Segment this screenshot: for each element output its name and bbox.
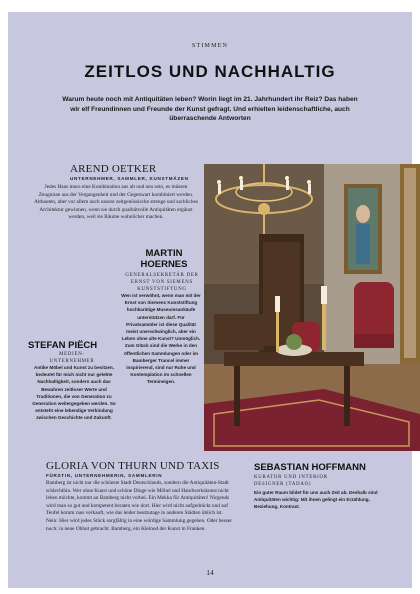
hoffmann-quote: Ein guter Raum bildet für uns auch Zeit ab. Deshalb sind Antiquitäten wichtig: Mit ihnen gelingt ein Erzählung, Beziehung, Kontrast.: [254, 490, 378, 510]
hoernes-quote: Wen ist verwöhnt, wenn man mit der Ernst von Siemens Kunststiftung hochkarätige Museumsankäufe unterstützen darf. Für Privatsammler ist diese Qualität meist unerschwinglich, aber ein Leben ohne alte Kunst? Unmöglich. Zum Glück sind die Werke in den öffentlichen Sammlungen oder im Bamberger Trancel immer inspirierend, sind nur Ruhe und Kontemplation im schnellen Termineigen.: [121, 293, 201, 385]
hoernes-name-line1: MARTIN: [145, 248, 183, 259]
magazine-page: [8, 12, 412, 588]
hoernes-role: GENERALSEKRETÄR DER ERNST VON SIEMENS KUNSTSTIFTUNG: [125, 273, 199, 292]
interior-illustration: [204, 164, 420, 451]
thurn-taxis-quote: Bamberg ist nicht nur die schönste Stadt Deutschlands, sondern die Antiquitäten-Stadt schlechthin. Wer ohne Kunst und schöne Dinge wie Möbel und Handwerkskunst nicht leben möchte, kommt an Bamberg nicht vorbei. Ein Mekka für Antiquitäten! Nirgends wird man so gut und kompetent beraten wie dort. Hier wird nicht aufgedrückt und auf Teufel komm raus verkauft, wie das leider heutzutage in anderen Städten üblich ist. Nein: Hier wird jedes Stück sorgfältig in eine würdige Sammlung gegeben. Oder besser noch: in neue Obhut gebracht. Bamberg, ein Kleinod der Kunst in Franken.: [46, 480, 232, 532]
page-title: ZEITLOS UND NACHHALTIG: [84, 62, 336, 81]
oetker-name: AREND OETKER: [70, 163, 157, 175]
hoffmann-name: SEBASTIAN HOFFMANN: [254, 462, 366, 473]
oetker-role: UNTERNEHMER, SAMMLER, KUNSTMÄZEN: [70, 176, 189, 181]
hoernes-name: [132, 248, 196, 270]
antique-interior-photo: [204, 164, 420, 451]
hoernes-name-line2: HOERNES: [140, 259, 188, 270]
piech-name: STEFAN PIËCH: [28, 340, 98, 351]
hoffmann-role: KURATOR UND INTERIOR DESIGNER (TADAO): [254, 475, 328, 487]
intro-text: Warum heute noch mit Antiquitäten leben? Worin liegt im 21. Jahrhundert ihr Reiz? Das haben wir elf Freundinnen und Freunde der Kunst gefragt. Und erhielten leidenschaftliche, auch überraschende Antworten: [62, 96, 358, 122]
piech-quote: Antike Möbel und Kunst zu besitzen, bedeutet für mich nicht nur gelebte Nachhaltigkeit, sondern auch das Bewahren zeitloser Werte und Traditionen, die von Generation zu Generation weitergegeben werden. So entsteht eine lebendige Verbindung zwischen Geschichte und Zukunft.: [32, 365, 116, 421]
page-number: 14: [206, 568, 214, 577]
thurn-taxis-role: FÜRSTIN, UNTERNEHMERIN, SAMMLERIN: [46, 473, 163, 478]
piech-role: MEDIEN-UNTERNEHMER: [49, 352, 95, 364]
section-label: STIMMEN: [191, 43, 229, 49]
thurn-taxis-name: GLORIA VON THURN UND TAXIS: [46, 460, 220, 472]
oetker-quote: Jedes Haus muss eine Kombination aus alt und neu sein, es müssen Zeugnisse aus der Vergangenheit und der Gegenwart kombiniert werden. Altbauten, aber vor allem auch unsere zeitgenössische strenge und sachliches Architektur gewinnen, wenn sie durch qualitätvolle Antiquitäten ergänzt werden, weil sie Räume wohnlicher machen.: [34, 184, 198, 221]
